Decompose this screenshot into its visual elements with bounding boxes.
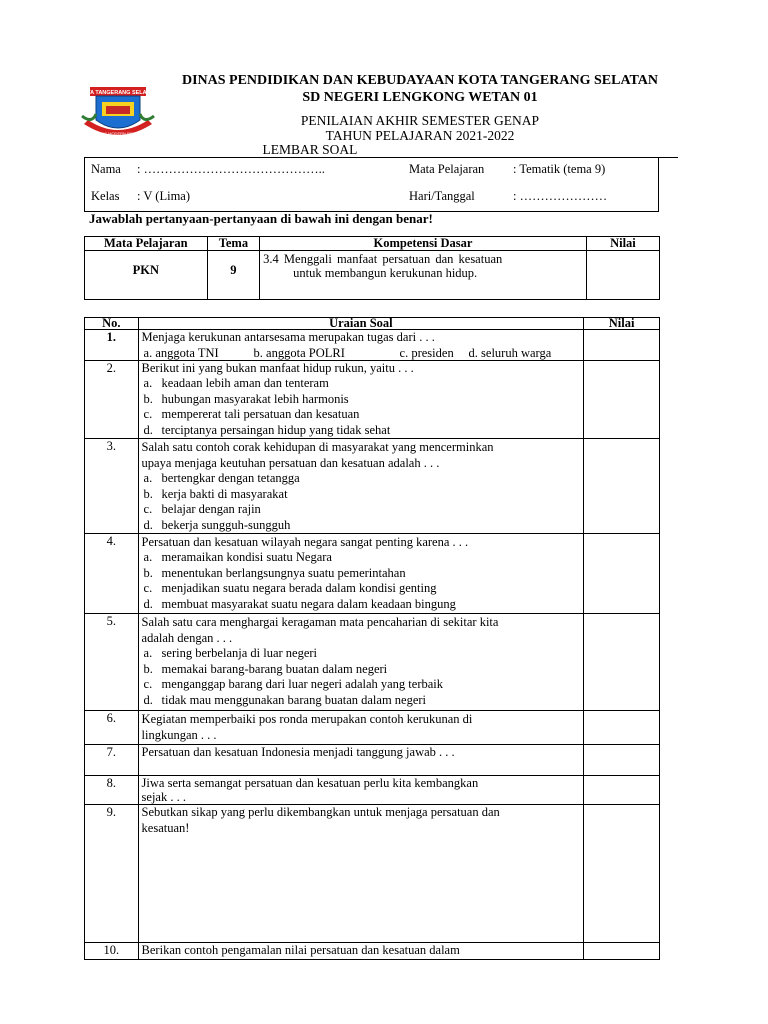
q7-text: [138, 745, 584, 776]
question-row-8: [85, 776, 660, 805]
q4-nilai: [584, 534, 660, 614]
q2-option: d. terciptanya persaingan hidup yang tidak sehat: [143, 422, 391, 437]
q8-no: 8.: [85, 776, 139, 805]
identity-right-line: [658, 157, 659, 211]
kd-row: [85, 251, 660, 300]
header-exam: PENILAIAN AKHIR SEMESTER GENAP: [300, 113, 540, 128]
q-header-no: No.: [85, 318, 139, 330]
q2-text: [138, 360, 584, 439]
question-row-3: [85, 439, 660, 534]
kd-line-2: untuk membangun kerukunan hidup.: [293, 266, 478, 280]
svg-text:CERDAS MODERN RELIGIUS: CERDAS MODERN RELIGIUS: [90, 131, 146, 136]
q-header-uraian: Uraian Soal: [138, 318, 584, 330]
q9-no: 9.: [85, 805, 139, 943]
q1-nilai: [584, 330, 660, 361]
q5-option: d. tidak mau menggunakan barang buatan dalam negeri: [143, 692, 427, 707]
q3-question-2: upaya menjaga keutuhan persatuan dan kesatuan adalah . . .: [141, 456, 440, 470]
q3-text: [138, 439, 584, 534]
question-row-6: [85, 711, 660, 745]
identity-left-line: [84, 157, 85, 211]
q5-options: [142, 646, 581, 708]
question-row-10: [85, 943, 660, 960]
q8-question-2: sejak . . .: [141, 790, 186, 804]
kd-header-row: [85, 237, 660, 251]
q6-no: 6.: [85, 711, 139, 745]
identity-top-line: [84, 157, 678, 158]
header-agency: DINAS PENDIDIKAN DAN KEBUDAYAAN KOTA TANGERANG SELATAN: [181, 73, 659, 88]
q2-question: Berikut ini yang bukan manfaat hidup rukun, yaitu . . .: [141, 360, 414, 375]
nama-value: : ……………………………………..: [137, 162, 325, 176]
q4-option: b. menentukan berlangsungnya suatu pemerintahan: [143, 565, 406, 580]
q8-nilai: [584, 776, 660, 805]
question-row-5: [85, 614, 660, 711]
q9-question-1: Sebutkan sikap yang perlu dikembangkan untuk menjaga persatuan dan: [141, 805, 500, 819]
question-row-4: [85, 534, 660, 614]
q1-option-d: d. seluruh warga: [468, 345, 552, 360]
q-header-row: [85, 318, 660, 330]
q4-option: a. meramaikan kondisi suatu Negara: [143, 550, 332, 564]
mapel-value: : Tematik (tema 9): [513, 162, 606, 176]
instruction: Jawablah pertanyaan-pertanyaan di bawah ini dengan benar!: [89, 211, 433, 226]
q9-text: [138, 805, 584, 943]
q10-text: [138, 943, 584, 960]
q3-no: 3.: [85, 439, 139, 534]
header-school: SD NEGERI LENGKONG WETAN 01: [302, 90, 538, 105]
q7-no: 7.: [85, 745, 139, 776]
kelas-label: Kelas: [91, 189, 120, 203]
q3-question-1: Salah satu contoh corak kehidupan di masyarakat yang mencerminkan: [141, 440, 494, 454]
q4-text: [138, 534, 584, 614]
q1-question: Menjaga kerukunan antarsesama merupakan tugas dari . . .: [141, 330, 435, 344]
q10-nilai: [584, 943, 660, 960]
q6-question-2: lingkungan . . .: [141, 728, 217, 742]
kd-header-kd: Kompetensi Dasar: [260, 237, 587, 251]
question-row-9: [85, 805, 660, 943]
mapel-label: Mata Pelajaran: [409, 162, 485, 176]
q2-no: 2.: [85, 360, 139, 439]
q1-option-b: b. anggota POLRI: [253, 345, 345, 360]
q5-question-1: Salah satu cara menghargai keragaman mata pencaharian di sekitar kita: [141, 615, 499, 629]
kd-subject: PKN: [85, 251, 208, 300]
q6-nilai: [584, 711, 660, 745]
q9-nilai: [584, 805, 660, 943]
kd-nilai-cell: [586, 251, 659, 300]
header-sheet: LEMBAR SOAL: [262, 142, 358, 157]
q5-text: [138, 614, 584, 711]
q5-option: b. memakai barang-barang buatan dalam negeri: [143, 661, 388, 676]
q5-no: 5.: [85, 614, 139, 711]
q6-question-1: Kegiatan memperbaiki pos ronda merupakan contoh kerukunan di: [141, 712, 473, 726]
q5-question-2: adalah dengan . . .: [141, 631, 233, 645]
q1-no: 1.: [85, 330, 139, 361]
q3-option: d. bekerja sungguh-sungguh: [143, 517, 291, 532]
q9-question-2: kesatuan!: [141, 820, 190, 835]
question-row-1: [85, 330, 660, 361]
kelas-value: : V (Lima): [137, 189, 191, 203]
q5-nilai: [584, 614, 660, 711]
kd-header-tema: Tema: [207, 237, 260, 251]
q2-option: b. hubungan masyarakat lebih harmonis: [143, 391, 349, 406]
nama-label: Nama: [91, 162, 121, 176]
q2-nilai: [584, 360, 660, 439]
kd-header-nilai: Nilai: [586, 237, 659, 251]
q2-option: a. keadaan lebih aman dan tenteram: [143, 376, 329, 390]
q3-option: c. belajar dengan rajin: [143, 502, 261, 516]
q10-question: Berikan contoh pengamalan nilai persatuan dan kesatuan dalam: [141, 943, 460, 957]
q1-text: [138, 330, 584, 361]
q4-option: d. membuat masyarakat suatu negara dalam keadaan bingung: [143, 596, 456, 611]
q6-text: [138, 711, 584, 745]
kd-table: [84, 236, 660, 300]
q4-no: 4.: [85, 534, 139, 614]
q7-question: Persatuan dan kesatuan Indonesia menjadi tanggung jawab . . .: [141, 745, 455, 759]
q4-options: [142, 550, 581, 612]
q3-option: a. bertengkar dengan tetangga: [143, 471, 300, 485]
question-row-2: [85, 360, 660, 439]
q2-option: c. mempererat tali persatuan dan kesatuan: [143, 407, 360, 421]
q-header-nilai: Nilai: [584, 318, 660, 330]
q3-nilai: [584, 439, 660, 534]
kd-line-1: 3.4 Menggali manfaat persatuan dan kesatuan: [263, 252, 503, 266]
questions-table: [84, 317, 660, 960]
q8-text: [138, 776, 584, 805]
school-logo: [78, 84, 158, 144]
kd-tema: 9: [207, 251, 260, 300]
kd-text: [260, 251, 587, 300]
q5-option: a. sering berbelanja di luar negeri: [143, 646, 318, 660]
q8-question-1: Jiwa serta semangat persatuan dan kesatuan perlu kita kembangkan: [141, 776, 479, 790]
question-row-7: [85, 745, 660, 776]
q2-options: [142, 376, 581, 438]
q3-option: b. kerja bakti di masyarakat: [143, 486, 288, 501]
kd-header-subject: Mata Pelajaran: [85, 237, 208, 251]
q4-question: Persatuan dan kesatuan wilayah negara sangat penting karena . . .: [141, 535, 469, 549]
hari-value: : …………………: [513, 189, 608, 203]
q7-nilai: [584, 745, 660, 776]
svg-text:KOTA TANGERANG SELATAN: KOTA TANGERANG SELATAN: [78, 90, 158, 96]
header-year: TAHUN PELAJARAN 2021-2022: [325, 128, 515, 143]
q1-option-a: a. anggota TNI: [143, 345, 219, 360]
q1-option-c: c. presiden: [399, 345, 454, 360]
q5-option: c. menganggap barang dari luar negeri adalah yang terbaik: [143, 677, 444, 691]
q10-no: 10.: [85, 943, 139, 960]
q1-options: [142, 346, 581, 360]
q4-option: c. menjadikan suatu negara berada dalam kondisi genting: [143, 581, 437, 595]
hari-label: Hari/Tanggal: [409, 189, 475, 203]
q3-options: [142, 471, 581, 533]
